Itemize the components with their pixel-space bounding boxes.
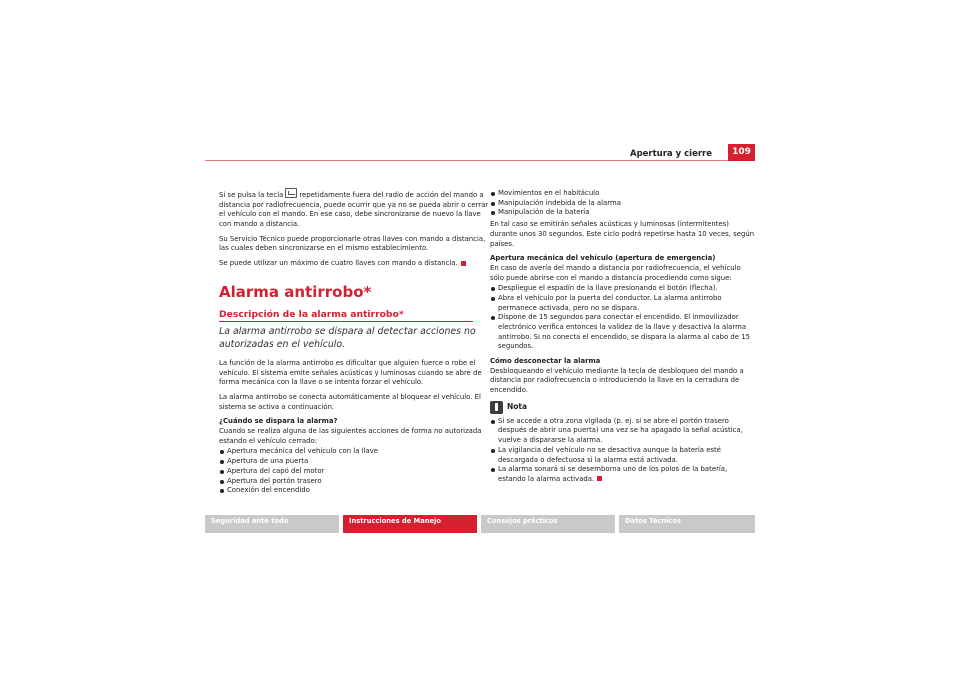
note-header [490, 401, 756, 414]
list-item: Manipulación de la batería [490, 208, 756, 218]
list-item: Apertura del portón trasero [219, 477, 489, 487]
right-column [490, 189, 756, 490]
paragraph-unlock: Desbloqueando el vehículo mediante la tecla de desbloqueo del mando a distancia por radiofrecuencia o introduciendo la llave en la cerradura de encendido. [490, 366, 744, 395]
running-header-title: Apertura y cierre [630, 149, 712, 159]
lock-key-icon [285, 188, 297, 198]
list-item: Manipulación indebida de la alarma [490, 199, 756, 209]
paragraph-signals: En tal caso se emitirán señales acústicas y luminosas (intermitentes) durante unos 30 segundos. Este ciclo podrá repetirse hasta 10 veces, según países. [490, 220, 755, 248]
info-note-icon [490, 401, 503, 414]
trigger-list [219, 447, 489, 496]
list-item: Abra el vehículo por la puerta del conductor. La alarma antirrobo permanece activada, pero no se dispara. [490, 294, 756, 313]
intro-text: La alarma antirrobo se dispara al detectar acciones no autorizadas en el vehículo. [219, 326, 476, 350]
paragraph-auto-connect: La alarma antirrobo se conecta automáticamente al bloquear el vehículo. El sistema se activa a continuación. [219, 393, 481, 411]
heading-mechanical-opening: Apertura mecánica del vehículo (apertura de emergencia) [490, 254, 716, 263]
footer-tab-seguridad[interactable]: Seguridad ante todo [205, 515, 339, 533]
header-rule [205, 160, 728, 161]
trigger-list-continued [490, 189, 756, 218]
paragraph-function: La función de la alarma antirrobo es dificultar que alguien fuerce o robe el vehículo. El sistema emite señales acústicas y luminosas cuando se abre de forma mecánica con la llave o se intenta forzar el vehículo. [219, 359, 482, 387]
section-end-icon [461, 261, 466, 266]
list-item: La alarma sonará si se desemborna uno de los polos de la batería, estando la alarma activada. [490, 465, 756, 484]
list-item: La vigilancia del vehículo no se desactiva aunque la batería esté descargada o defectuosa si la alarma está activada. [490, 446, 756, 465]
list-item: Si se accede a otra zona vigilada (p. ej. si se abre el portón trasero después de abrir una puerta) una vez se ha apagado la señal acústica, vuelve a dispararse la alarma. [490, 417, 756, 446]
section-heading: Alarma antirrobo* [219, 283, 372, 301]
list-item: Movimientos en el habitáculo [490, 189, 756, 199]
left-column-top [219, 188, 489, 274]
paragraph-actions: Cuando se realiza alguna de las siguientes acciones de forma no autorizada estando el vehículo cerrado: [219, 427, 482, 445]
list-item: Conexión del encendido [219, 486, 489, 496]
page-number: 109 [728, 144, 755, 161]
heading-when-triggered: ¿Cuándo se dispara la alarma? [219, 417, 338, 426]
footer-tab-datos[interactable]: Datos Técnicos [619, 515, 755, 533]
paragraph-key-sync: Si se pulsa la tecla repetidamente fuera del radio de acción del mando a distancia por radiofrecuencia, puede ocurrir que ya no se pueda abrir o cerrar el vehículo con el mando. En ese caso, debe sincronizarse de nuevo la llave con mando a distancia. [219, 188, 489, 230]
list-item: Apertura del capó del motor [219, 467, 489, 477]
list-item: Dispone de 15 segundos para conectar el encendido. El inmovilizador electrónico verifica entonces la validez de la llave y desactiva la alarma antirrobo. Si no conecta el encendido, se dispara la alarma al cabo de 15 segundos. [490, 313, 756, 352]
note-list [490, 417, 756, 485]
list-item: Despliegue el espadín de la llave presionando el botón (flecha). [490, 284, 756, 294]
list-item: Apertura de una puerta [219, 457, 489, 467]
footer-tab-instrucciones[interactable]: Instrucciones de Manejo [343, 515, 477, 533]
paragraph-breakdown: En caso de avería del mando a distancia por radiofrecuencia, el vehículo sólo puede abrirse con el mando a distancia procediendo como sigue: [490, 263, 741, 282]
emergency-steps-list [490, 284, 756, 352]
heading-disconnect: Cómo desconectar la alarma [490, 357, 601, 366]
paragraph-max-keys: Se puede utilizar un máximo de cuatro llaves con mando a distancia. [219, 259, 489, 269]
footer-tab-consejos[interactable]: Consejos prácticos [481, 515, 615, 533]
left-column-body [219, 359, 489, 501]
note-label: Nota [507, 402, 528, 412]
list-item: Apertura mecánica del vehículo con la llave [219, 447, 489, 457]
paragraph-service: Su Servicio Técnico puede proporcionarle otras llaves con mando a distancia, las cuales deben sincronizarse en el mismo establecimiento. [219, 234, 486, 253]
subsection-rule [219, 321, 473, 322]
subsection-heading: Descripción de la alarma antirrobo* [219, 309, 404, 320]
section-end-icon [597, 476, 602, 481]
